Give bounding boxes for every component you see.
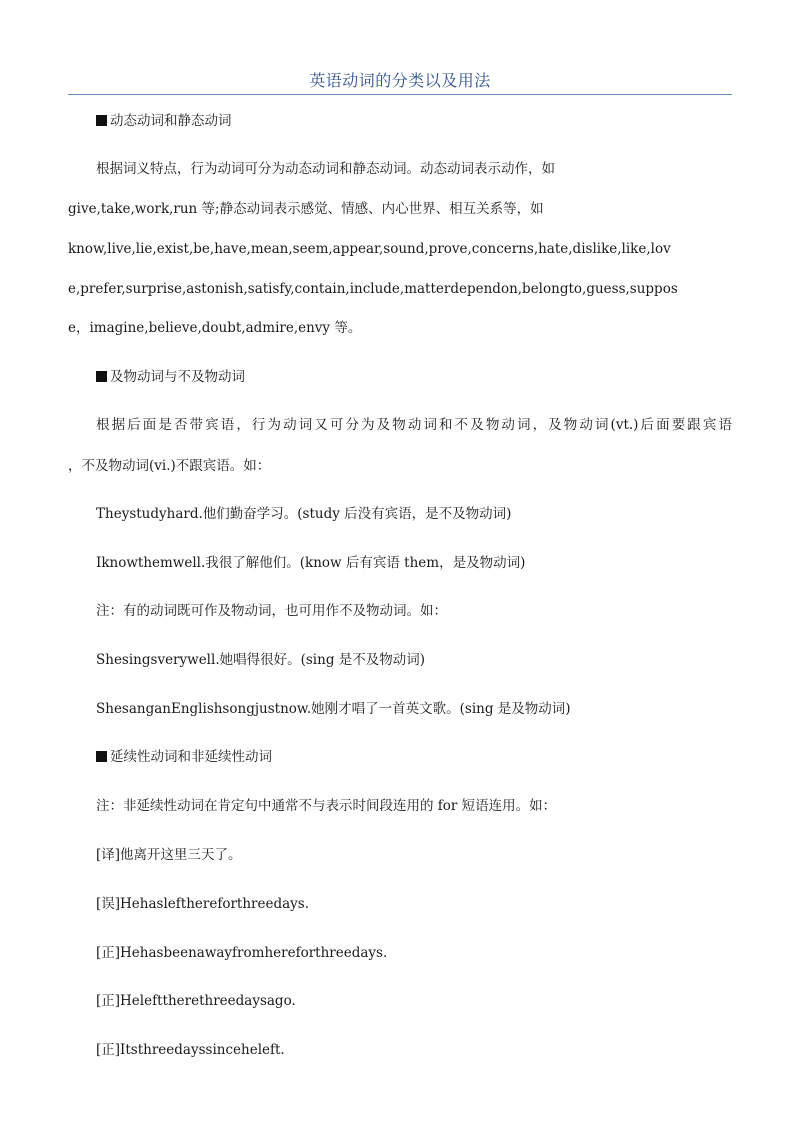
example-sentence: Iknowthemwell.我很了解他们。(know 后有宾语 them，是及物动词)	[96, 555, 526, 571]
paragraph-line: 根据后面是否带宾语，行为动词又可分为及物动词和不及物动词，及物动词(vt.)后面要跟宾语	[96, 417, 732, 433]
example-sentence: Shesingsverywell.她唱得很好。(sing 是不及物动词)	[96, 652, 426, 668]
example-sentence: [正]Itsthreedayssinceheleft.	[96, 1042, 285, 1058]
paragraph-line: 根据词义特点，行为动词可分为动态动词和静态动词。动态动词表示动作，如	[96, 161, 555, 177]
section-heading-durative	[96, 747, 272, 767]
section-heading-text: 延续性动词和非延续性动词	[110, 749, 272, 765]
note-line: 注：有的动词既可作及物动词，也可用作不及物动词。如：	[96, 603, 447, 619]
example-sentence: Theystudyhard.他们勤奋学习。(study 后没有宾语，是不及物动词)	[96, 506, 512, 522]
section-heading-dynamic-static	[96, 111, 232, 131]
page-title: 英语动词的分类以及用法	[309, 71, 491, 90]
square-bullet-icon	[96, 371, 107, 382]
section-heading-text: 动态动词和静态动词	[110, 113, 232, 129]
example-sentence: [误]Hehaslefthereforthreedays.	[96, 896, 309, 912]
paragraph-line: e,prefer,surprise,astonish,satisfy,contain,include,matterdependon,belongto,guess,suppos	[68, 281, 678, 297]
section-heading-text: 及物动词与不及物动词	[110, 369, 245, 385]
title-underline	[68, 94, 732, 95]
paragraph-line: ，不及物动词(vi.)不跟宾语。如：	[68, 458, 271, 474]
example-sentence: [译]他离开这里三天了。	[96, 847, 242, 863]
example-sentence: [正]Helefttherethreedaysago.	[96, 993, 296, 1009]
example-sentence: ShesanganEnglishsongjustnow.她刚才唱了一首英文歌。(sing 是及物动词)	[96, 701, 571, 717]
paragraph-line: give,take,work,run 等;静态动词表示感觉、情感、内心世界、相互关系等，如	[68, 201, 544, 217]
paragraph-line: know,live,lie,exist,be,have,mean,seem,appear,sound,prove,concerns,hate,dislike,like,lov	[68, 241, 671, 257]
note-line: 注：非延续性动词在肯定句中通常不与表示时间段连用的 for 短语连用。如：	[96, 798, 557, 814]
example-sentence: [正]Hehasbeenawayfromhereforthreedays.	[96, 945, 388, 961]
square-bullet-icon	[96, 115, 107, 126]
section-heading-transitive	[96, 367, 245, 387]
paragraph-line: e，imagine,believe,doubt,admire,envy 等。	[68, 320, 362, 336]
square-bullet-icon	[96, 751, 107, 762]
